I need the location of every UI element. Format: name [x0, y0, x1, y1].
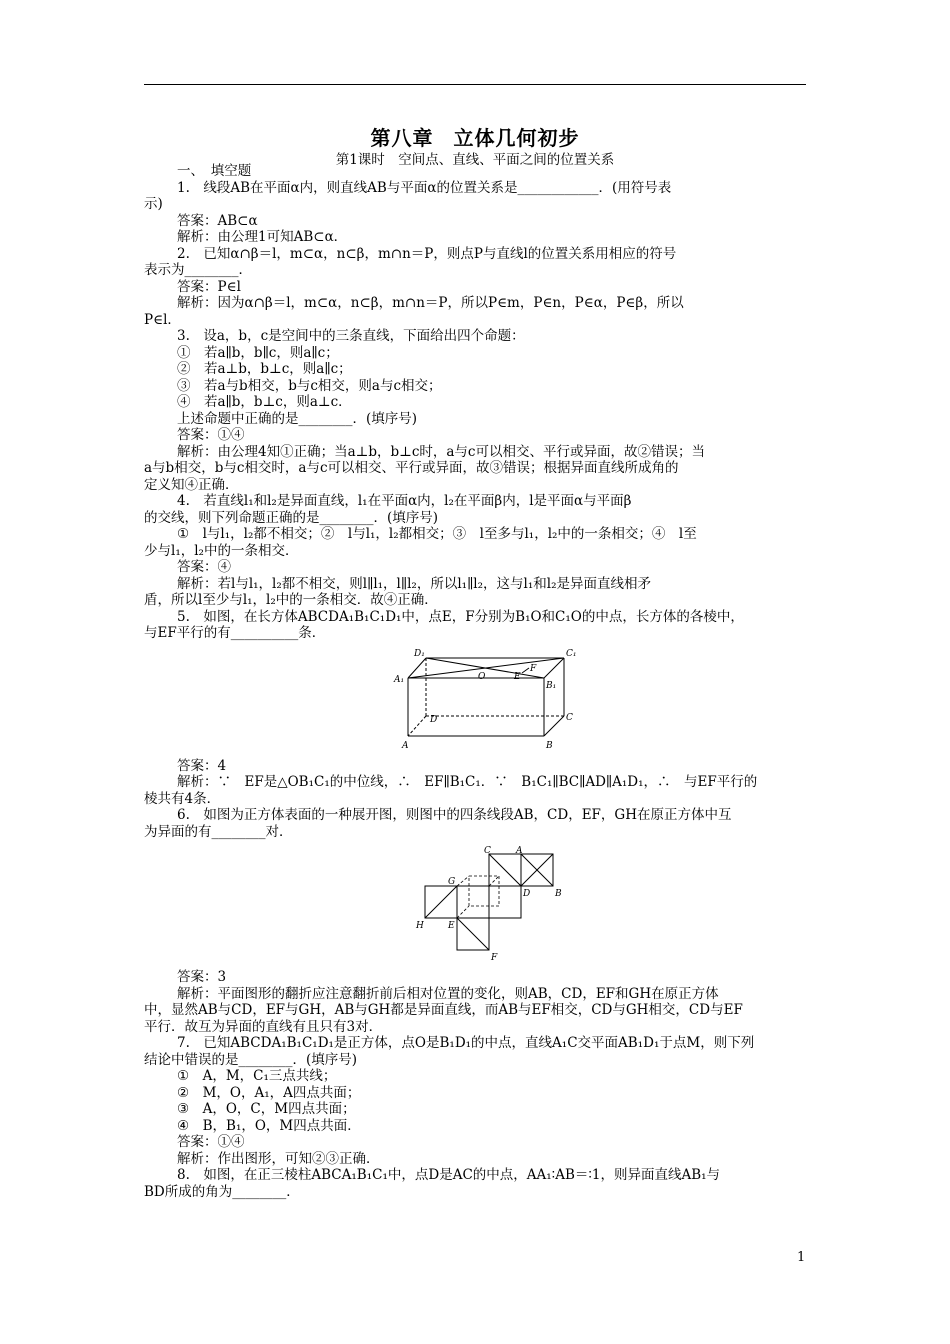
cube-net-figure	[144, 844, 806, 969]
question-7: 7. 已知ABCDA₁B₁C₁D₁是正方体，点O是B₁D₁的中点，直线A₁C交平面AB₁D₁于点M，则下列	[177, 1035, 755, 1051]
label-D1: D₁	[414, 648, 425, 659]
label-E: E	[448, 921, 455, 931]
analysis-5-cont: 棱共有4条．	[144, 790, 221, 807]
question-5: 5. 如图，在长方体ABCDA₁B₁C₁D₁中，点E，F分别为B₁O和C₁O的中点，长方体的各棱中，	[177, 608, 744, 625]
label-C1: C₁	[566, 648, 577, 659]
question-6: 6. 如图为正方体表面的一种展开图，则图中的四条线段AB，CD，EF，GH在原正方体中互	[177, 807, 732, 823]
question-3-option-1: ① 若a∥b，b∥c，则a∥c；	[177, 344, 339, 361]
label-B: B	[546, 740, 553, 751]
question-3-option-2: ② 若a⊥b，b⊥c，则a∥c；	[177, 361, 352, 377]
label-D: D	[523, 889, 531, 899]
question-7-option-1: ① A，M，C₁三点共线；	[177, 1068, 337, 1084]
question-4-options-cont: 少与l₁，l₂中的一条相交．	[144, 542, 299, 559]
question-6-cont: 为异面的有________对．	[144, 823, 293, 840]
question-5-cont: 与EF平行的有__________条．	[144, 625, 326, 641]
label-F: F	[530, 663, 537, 674]
label-B1: B₁	[546, 680, 557, 691]
analysis-3-cont: a与b相交，b与c相交时，a与c可以相交、平行或异面，故③错误；根据异面直线所成角的	[144, 460, 679, 476]
answer-5: 答案：4	[177, 757, 227, 774]
segment-gh	[425, 886, 457, 918]
page-number: 1	[797, 1250, 806, 1265]
label-C: C	[484, 846, 491, 856]
label-E: E	[514, 671, 521, 682]
question-7-option-4: ④ B，B₁，O，M四点共面．	[177, 1117, 361, 1134]
lesson-subtitle: 第1课时 空间点、直线、平面之间的位置关系	[335, 152, 615, 168]
answer-6: 答案：3	[177, 969, 227, 985]
segment-ef	[457, 918, 489, 950]
analysis-2: 解析：因为α∩β＝l，m⊂α，n⊂β，m∩n＝P，所以P∈m，P∈n，P∈α，P∈β，所以	[177, 295, 684, 311]
question-2-cont: 表示为________．	[144, 262, 252, 278]
answer-7: 答案：①④	[177, 1134, 245, 1150]
analysis-3: 解析：由公理4知①正确；当a⊥b，b⊥c时，a与c可以相交、平行或异面，故②错误；当	[177, 443, 705, 460]
analysis-3-end: 定义知④正确．	[144, 476, 239, 493]
question-3-option-3: ③ 若a与b相交，b与c相交，则a与c相交；	[177, 377, 442, 394]
label-O: O	[478, 671, 486, 682]
question-1-cont: 示)	[144, 196, 163, 212]
chapter-title	[0, 122, 950, 151]
answer-4: 答案：④	[177, 559, 231, 575]
question-3: 3. 设a，b，c是空间中的三条直线，下面给出四个命题：	[177, 328, 525, 344]
label-A: A	[516, 846, 523, 856]
label-G: G	[448, 877, 456, 887]
segment-ef	[522, 668, 529, 673]
analysis-7: 解析：作出图形，可知②③正确．	[177, 1150, 380, 1167]
section-heading: 一、 填空题	[177, 163, 252, 179]
question-2: 2. 已知α∩β＝l，m⊂α，n⊂β，m∩n＝P，则点P与直线l的位置关系用相应的符号	[177, 245, 677, 262]
header-rule	[144, 84, 806, 85]
chapter-name: 立体几何初步	[453, 126, 580, 150]
label-B: B	[555, 889, 562, 899]
analysis-4-cont: 盾，所以l至少与l₁，l₂中的一条相交．故④正确．	[144, 592, 438, 608]
analysis-2-cont: P∈l．	[144, 311, 181, 328]
question-8-cont: BD所成的角为________．	[144, 1183, 300, 1200]
analysis-4: 解析：若l与l₁，l₂都不相交，则l∥l₁，l∥l₂，所以l₁∥l₂，这与l₁和l₂是异面直线相矛	[177, 575, 651, 592]
label-H: H	[416, 921, 424, 931]
answer-3: 答案：①④	[177, 427, 245, 443]
analysis-1: 解析：由公理1可知AB⊂α．	[177, 229, 348, 245]
question-4-cont: 的交线，则下列命题正确的是________．(填序号)	[144, 509, 439, 526]
question-7-option-3: ③ A，O，C，M四点共面；	[177, 1101, 356, 1117]
question-7-option-2: ② M，O，A₁，A四点共面；	[177, 1084, 361, 1101]
analysis-6: 解析：平面图形的翻折应注意翻折前后相对位置的变化，则AB，CD，EF和GH在原正方体	[177, 985, 719, 1002]
label-A: A	[402, 740, 409, 751]
question-4-options: ① l与l₁，l₂都不相交；② l与l₁，l₂都相交；③ l至多与l₁，l₂中的一条相交；④ l至	[177, 526, 697, 542]
answer-1: 答案：AB⊂α	[177, 212, 258, 229]
question-3-option-4: ④ 若a∥b，b⊥c，则a⊥c．	[177, 394, 352, 410]
analysis-6-cont: 中，显然AB与CD，EF与GH，AB与GH都是异面直线，而AB与EF相交，CD与GH相交，CD与EF	[144, 1002, 743, 1018]
chapter-number: 第八章	[370, 126, 434, 150]
question-7-cont: 结论中错误的是________．(填序号)	[144, 1051, 358, 1068]
question-8: 8. 如图，在正三棱柱ABCA₁B₁C₁中，点D是AC的中点，AA₁∶AB＝∶1，则异面直线AB₁与	[177, 1167, 721, 1183]
question-1: 1. 线段AB在平面α内，则直线AB与平面α的位置关系是____________．(用符号表	[177, 179, 672, 196]
label-A1: A₁	[394, 674, 405, 685]
label-D: D	[430, 714, 438, 725]
document-body	[144, 163, 806, 1200]
question-4: 4. 若直线l₁和l₂是异面直线，l₁在平面α内，l₂在平面β内，l是平面α与平面β	[177, 493, 632, 509]
label-C: C	[566, 712, 573, 723]
analysis-5: 解析：∵ EF是△OB₁C₁的中位线，∴ EF∥B₁C₁．∵ B₁C₁∥BC∥AD∥A₁D₁，∴ 与EF平行的	[177, 774, 758, 790]
label-F: F	[491, 953, 498, 963]
answer-2: 答案：P∈l	[177, 278, 241, 295]
analysis-6-end: 平行．故互为异面的直线有且只有3对．	[144, 1018, 383, 1035]
question-3-prompt: 上述命题中正确的是________．(填序号)	[177, 410, 418, 427]
cuboid-figure	[144, 646, 806, 758]
